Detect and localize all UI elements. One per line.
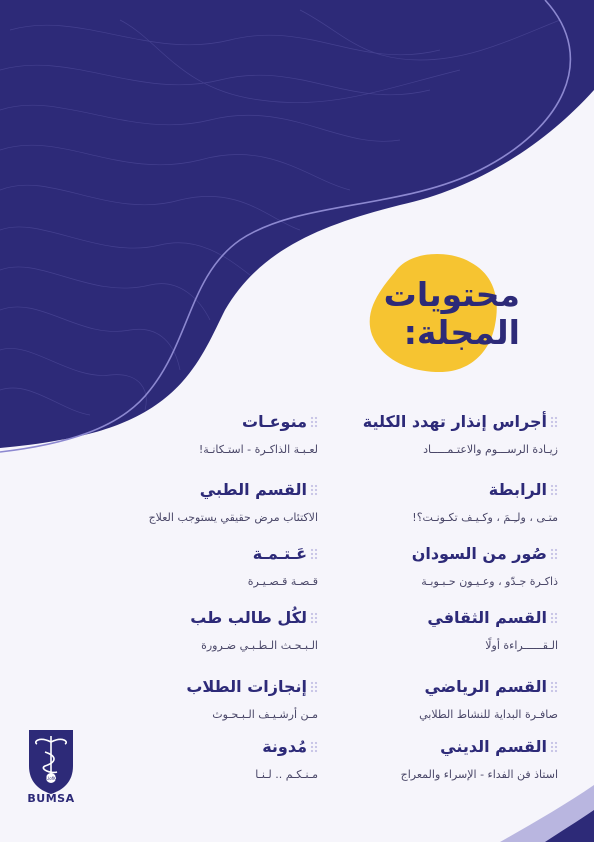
item-subtitle: صافـرة البداية للنشاط الطلابي — [419, 708, 558, 721]
contents-item — [318, 607, 558, 654]
dots-icon — [310, 741, 318, 753]
item-subtitle: زيـادة الرســـوم والاعتـمـــــاد — [423, 443, 558, 456]
dots-icon — [310, 681, 318, 693]
contents-item — [78, 736, 318, 783]
item-heading: مُدونة — [262, 737, 307, 756]
dots-icon — [310, 548, 318, 560]
dots-icon — [310, 484, 318, 496]
item-heading: القسم الديني — [440, 737, 547, 756]
item-subtitle: قـصـة قـصـيـرة — [247, 575, 318, 588]
item-subtitle: الاكتئاب مرض حقيقي يستوجب العلاج — [148, 511, 318, 524]
contents-item — [318, 676, 558, 723]
item-subtitle: لعـبـة الذاكـرة - استـكانـة! — [198, 443, 318, 456]
item-heading: عَـتـمـة — [252, 544, 307, 563]
dots-icon — [550, 416, 558, 428]
title-line-1: محتويات — [383, 275, 520, 314]
contents-item — [318, 736, 558, 783]
item-subtitle: ذاكـرة جـدّو ، وعـيـون حـبـوبـة — [421, 575, 558, 588]
dots-icon — [550, 681, 558, 693]
item-heading: لكُل طالب طب — [190, 608, 307, 627]
item-subtitle: مـنـكـم .. لـنـا — [255, 768, 318, 781]
item-heading: إنجازات الطلاب — [186, 677, 307, 696]
contents-item — [78, 607, 318, 654]
contents-item — [78, 411, 318, 458]
item-heading: القسم الطبي — [199, 480, 307, 499]
dots-icon — [550, 548, 558, 560]
contents-item — [318, 479, 558, 526]
item-heading: الرابطة — [488, 480, 547, 499]
dots-icon — [310, 612, 318, 624]
contents-title — [340, 262, 540, 372]
item-subtitle: استاذ فن الفداء - الإسراء والمعراج — [400, 768, 558, 781]
title-line-2: المجلة: — [403, 313, 520, 352]
dots-icon — [550, 484, 558, 496]
contents-item — [78, 543, 318, 590]
dots-icon — [310, 416, 318, 428]
logo-badge-text: UofK — [46, 776, 56, 781]
contents-item — [78, 479, 318, 526]
contents-item — [318, 543, 558, 590]
contents-item — [78, 676, 318, 723]
item-subtitle: الـبـحـث الـطـبـي ضـرورة — [201, 639, 318, 652]
dots-icon — [550, 612, 558, 624]
item-subtitle: الـقــــــراءة أولًا — [485, 639, 558, 652]
item-subtitle: متـى ، ولـِـمَ ، وكـيـف تكـونـت؟! — [412, 511, 558, 524]
item-subtitle: مـن أرشـيـف الـبـحـوث — [212, 708, 318, 721]
item-heading: أجراس إنذار تهدد الكلية — [362, 412, 547, 431]
contents-item — [318, 411, 558, 458]
item-heading: القسم الثقافي — [427, 608, 547, 627]
logo-wordmark: BUMSA — [27, 792, 75, 805]
item-heading: القسم الرياضي — [424, 677, 547, 696]
item-heading: صُور من السودان — [411, 544, 547, 563]
dots-icon — [550, 741, 558, 753]
item-heading: منوعـات — [242, 412, 307, 431]
